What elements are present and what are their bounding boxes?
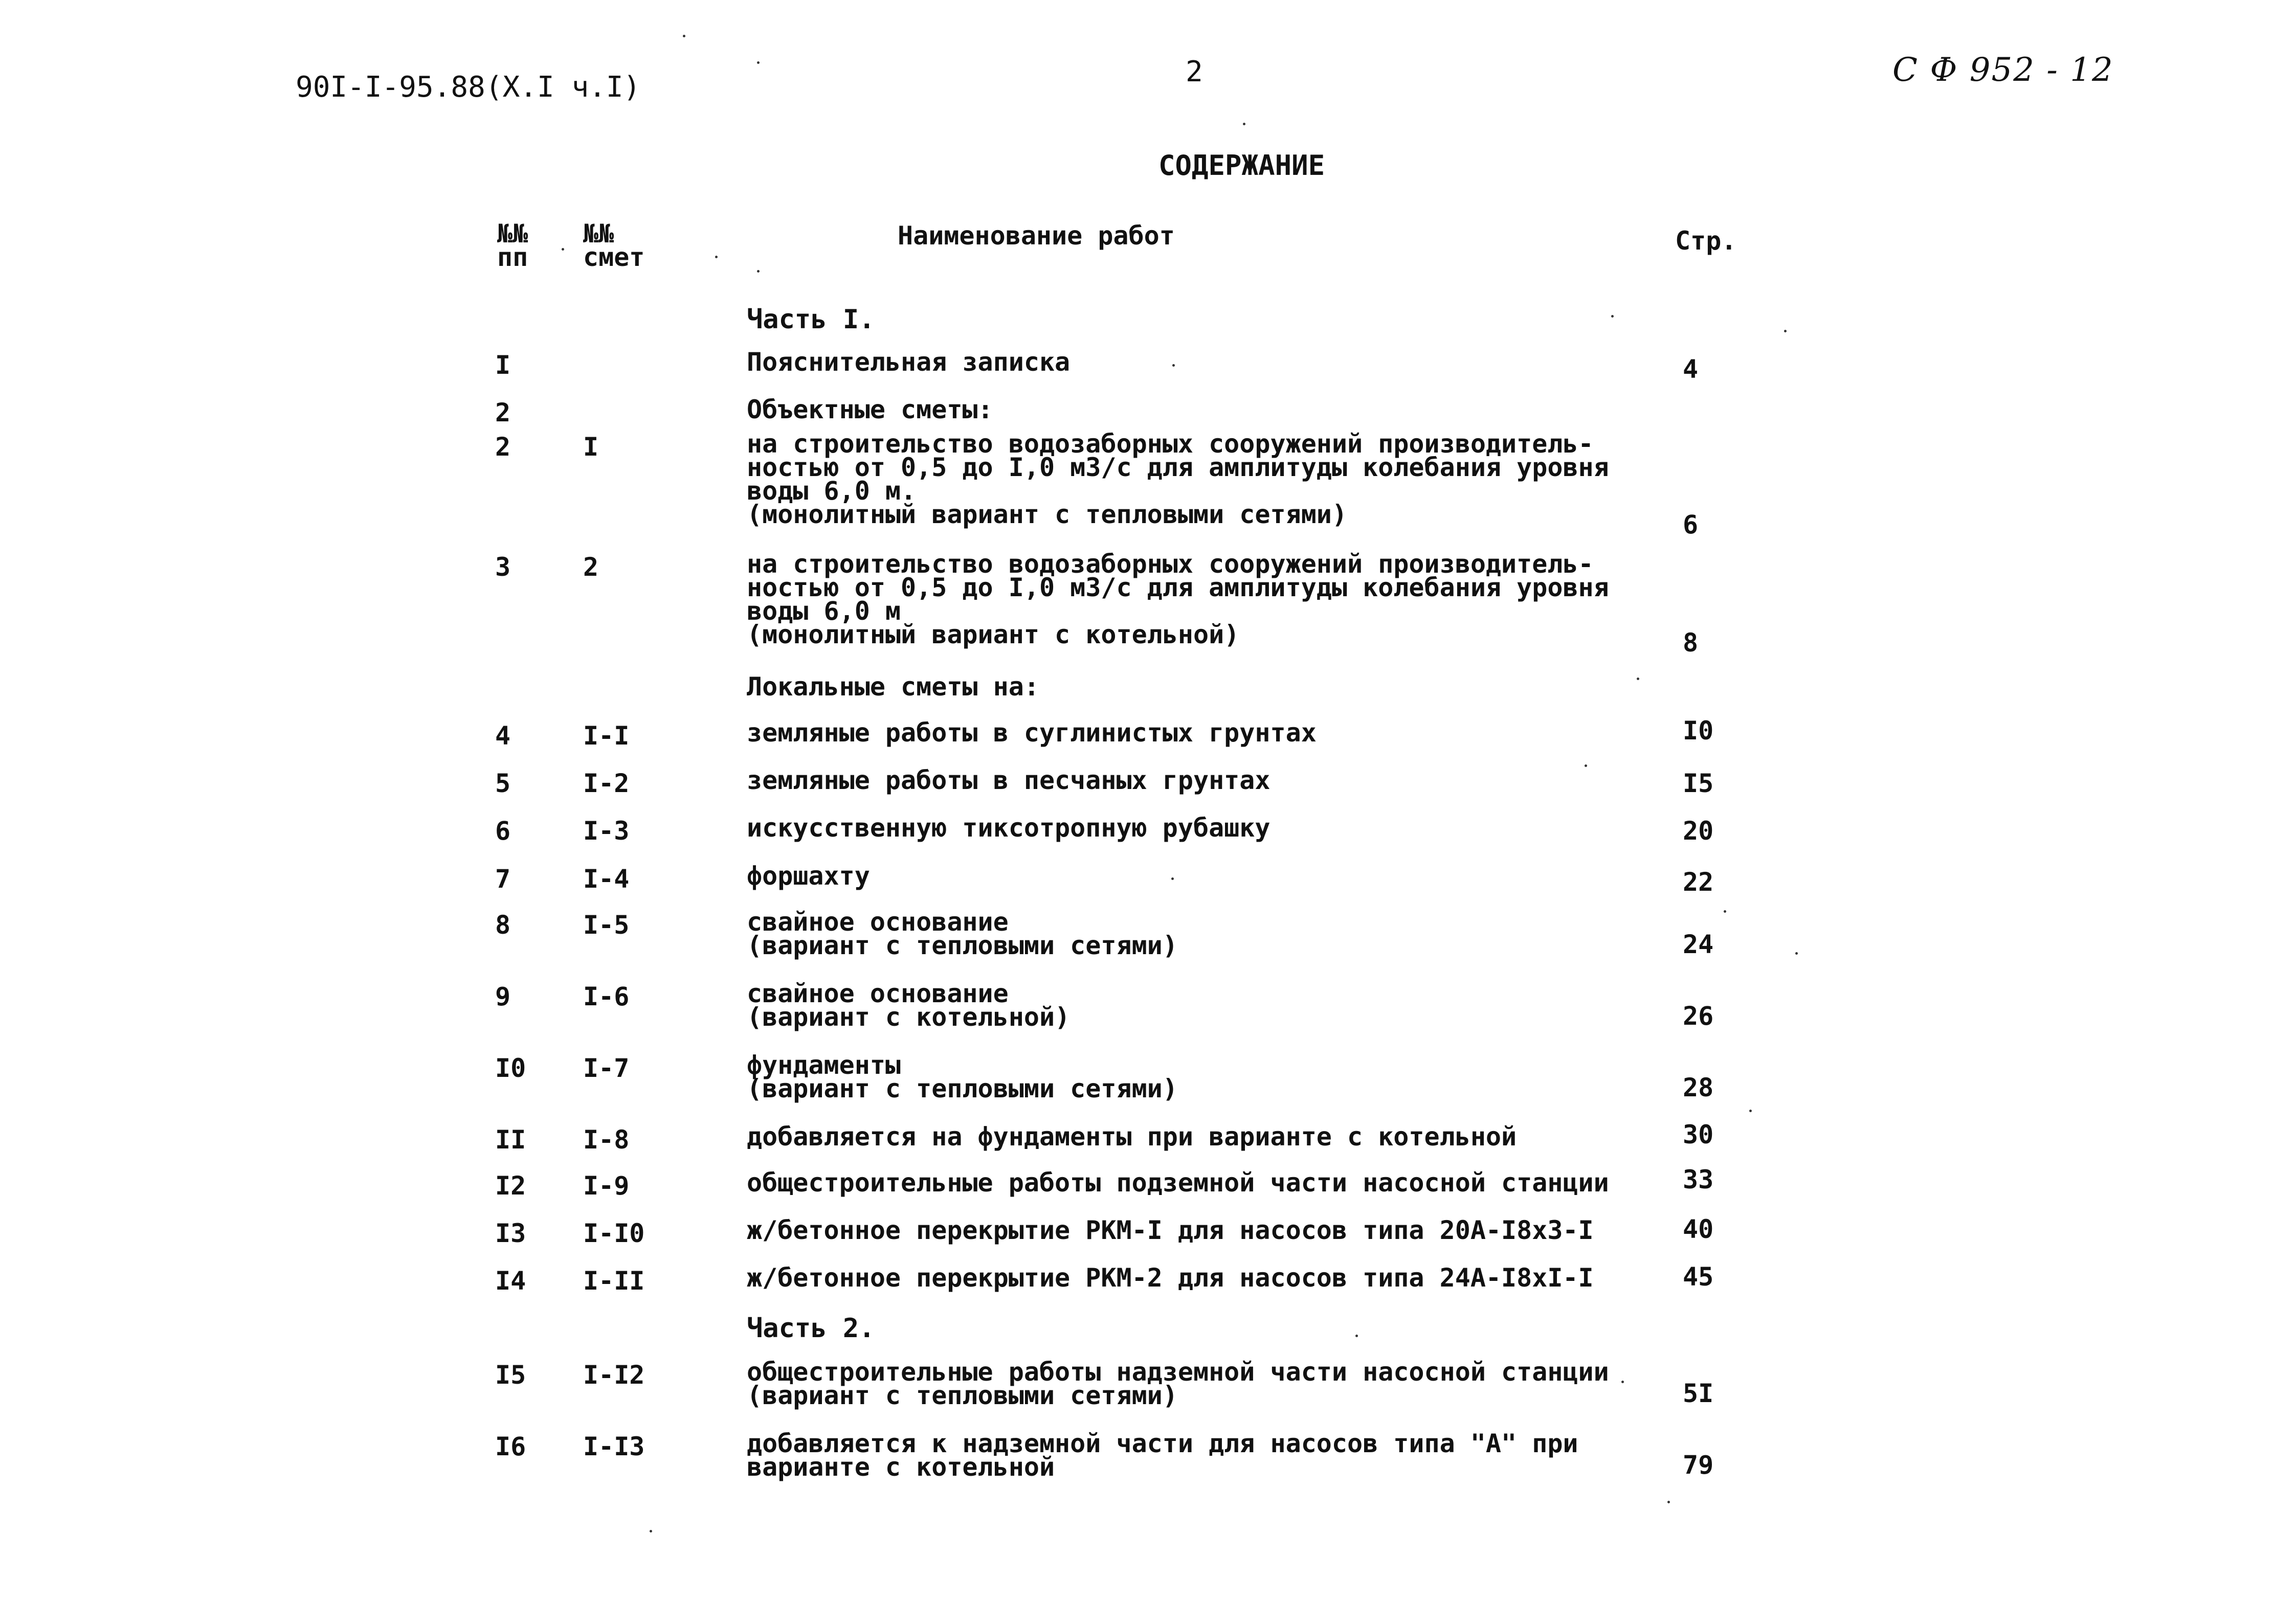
estimate-number: I-5 [583,910,630,940]
page-ref: 79 [1683,1450,1714,1480]
work-name: земляные работы в суглинистых грунтах [747,718,1317,748]
work-name: добавляется к надземной части для насосов типа "А" при варианте с котельной [747,1429,1578,1482]
page-ref: 5I [1683,1379,1714,1408]
work-name: фундаменты (вариант с тепловыми сетями) [747,1050,1178,1103]
document-code: 90I-I-95.88(X.I ч.I) [296,71,641,104]
row-number: II [495,1125,526,1155]
page-ref: 28 [1683,1073,1714,1102]
page-ref: 22 [1683,867,1714,897]
estimate-number: I-I0 [583,1219,645,1248]
row-number: 2 [495,432,511,462]
row-number: 2 [495,398,511,427]
page-ref: 33 [1683,1165,1714,1194]
scan-speck [1172,364,1175,367]
work-name: земляные работы в песчаных грунтах [747,765,1270,795]
work-name: ж/бетонное перекрытие РКМ-2 для насосов типа 24А-I8хI-I [747,1263,1594,1293]
estimate-number: I-9 [583,1171,630,1201]
scan-speck [1355,1335,1358,1337]
estimate-number: 2 [583,552,599,582]
scan-speck [1784,330,1787,332]
estimate-number: I-7 [583,1053,630,1083]
row-number: I [495,350,511,380]
scan-speck [1795,952,1798,955]
estimate-number: I [583,432,599,462]
scan-speck [1611,315,1614,318]
row-number: I4 [495,1266,526,1296]
work-name: ж/бетонное перекрытие РКМ-I для насосов типа 20А-I8х3-I [747,1215,1594,1245]
work-name: форшахту [747,861,870,891]
row-number: 5 [495,769,511,798]
row-number: 6 [495,816,511,846]
work-name: на строительство водозаборных сооружений производитель- ностью от 0,5 до I,0 м3/с для амплитуды колебания уровня воды 6,0 м (монолитный вариант с котельной) [747,549,1609,649]
scan-speck [1171,877,1174,880]
archive-handwritten-mark: С Ф 952 - 12 [1892,51,2114,89]
scan-speck [683,35,685,37]
work-name: общестроительные работы надземной части насосной станции (вариант с тепловыми сетями) [747,1357,1609,1410]
row-number: I0 [495,1053,526,1083]
column-header-pp: №№ пп [497,219,528,272]
work-name: общестроительные работы подземной части насосной станции [747,1168,1609,1198]
estimate-number: I-I [583,721,630,751]
scan-speck [757,61,760,64]
part-heading: Часть I. [747,304,875,335]
row-number: I2 [495,1171,526,1201]
scan-speck [715,256,718,258]
estimate-number: I-II [583,1266,645,1296]
page-ref: 30 [1683,1120,1714,1149]
page-ref: 8 [1683,628,1699,658]
page-ref: I0 [1683,716,1714,746]
work-name: Локальные сметы на: [747,672,1039,702]
row-number: 9 [495,982,511,1011]
scan-speck [562,248,564,251]
scan-speck [1749,1110,1752,1112]
column-header-name: Наименование работ [898,221,1175,251]
scan-speck [1621,1381,1624,1383]
scan-speck [650,1530,652,1532]
work-name: Пояснительная записка [747,347,1071,377]
work-name: добавляется на фундаменты при варианте с котельной [747,1122,1517,1152]
scan-speck [1637,678,1639,680]
estimate-number: I-8 [583,1125,630,1155]
work-name: свайное основание (вариант с котельной) [747,979,1071,1032]
page-number: 2 [1186,55,1203,88]
scan-speck [1667,1501,1670,1503]
page-ref: I5 [1683,769,1714,798]
estimate-number: I-I3 [583,1432,645,1461]
estimate-number: I-2 [583,769,630,798]
row-number: 7 [495,864,511,894]
estimate-number: I-6 [583,982,630,1011]
scan-speck [1243,123,1245,125]
column-header-page: Стр. [1675,226,1737,256]
row-number: 3 [495,552,511,582]
row-number: I5 [495,1360,526,1390]
page-ref: 20 [1683,816,1714,846]
page-ref: 6 [1683,510,1699,539]
estimate-number: I-4 [583,864,630,894]
scan-speck [1585,764,1587,767]
scan-speck [757,270,760,273]
work-name: искусственную тиксотропную рубашку [747,813,1270,843]
row-number: 8 [495,910,511,940]
work-name: Объектные сметы: [747,395,993,424]
row-number: 4 [495,721,511,751]
page-ref: 45 [1683,1262,1714,1292]
work-name: свайное основание (вариант с тепловыми сетями) [747,907,1178,960]
page-ref: 24 [1683,930,1714,959]
estimate-number: I-I2 [583,1360,645,1390]
column-header-smet: №№ смет [583,219,645,272]
row-number: I6 [495,1432,526,1461]
scan-speck [1724,910,1726,913]
page-title: СОДЕРЖАНИЕ [1158,149,1325,182]
page-ref: 4 [1683,354,1699,384]
page-ref: 26 [1683,1001,1714,1031]
part-heading: Часть 2. [747,1313,875,1344]
page-ref: 40 [1683,1214,1714,1244]
row-number: I3 [495,1219,526,1248]
estimate-number: I-3 [583,816,630,846]
work-name: на строительство водозаборных сооружений производитель- ностью от 0,5 до I,0 м3/с для амплитуды колебания уровня воды 6,0 м. (монолитный вариант с тепловыми сетями) [747,429,1609,529]
